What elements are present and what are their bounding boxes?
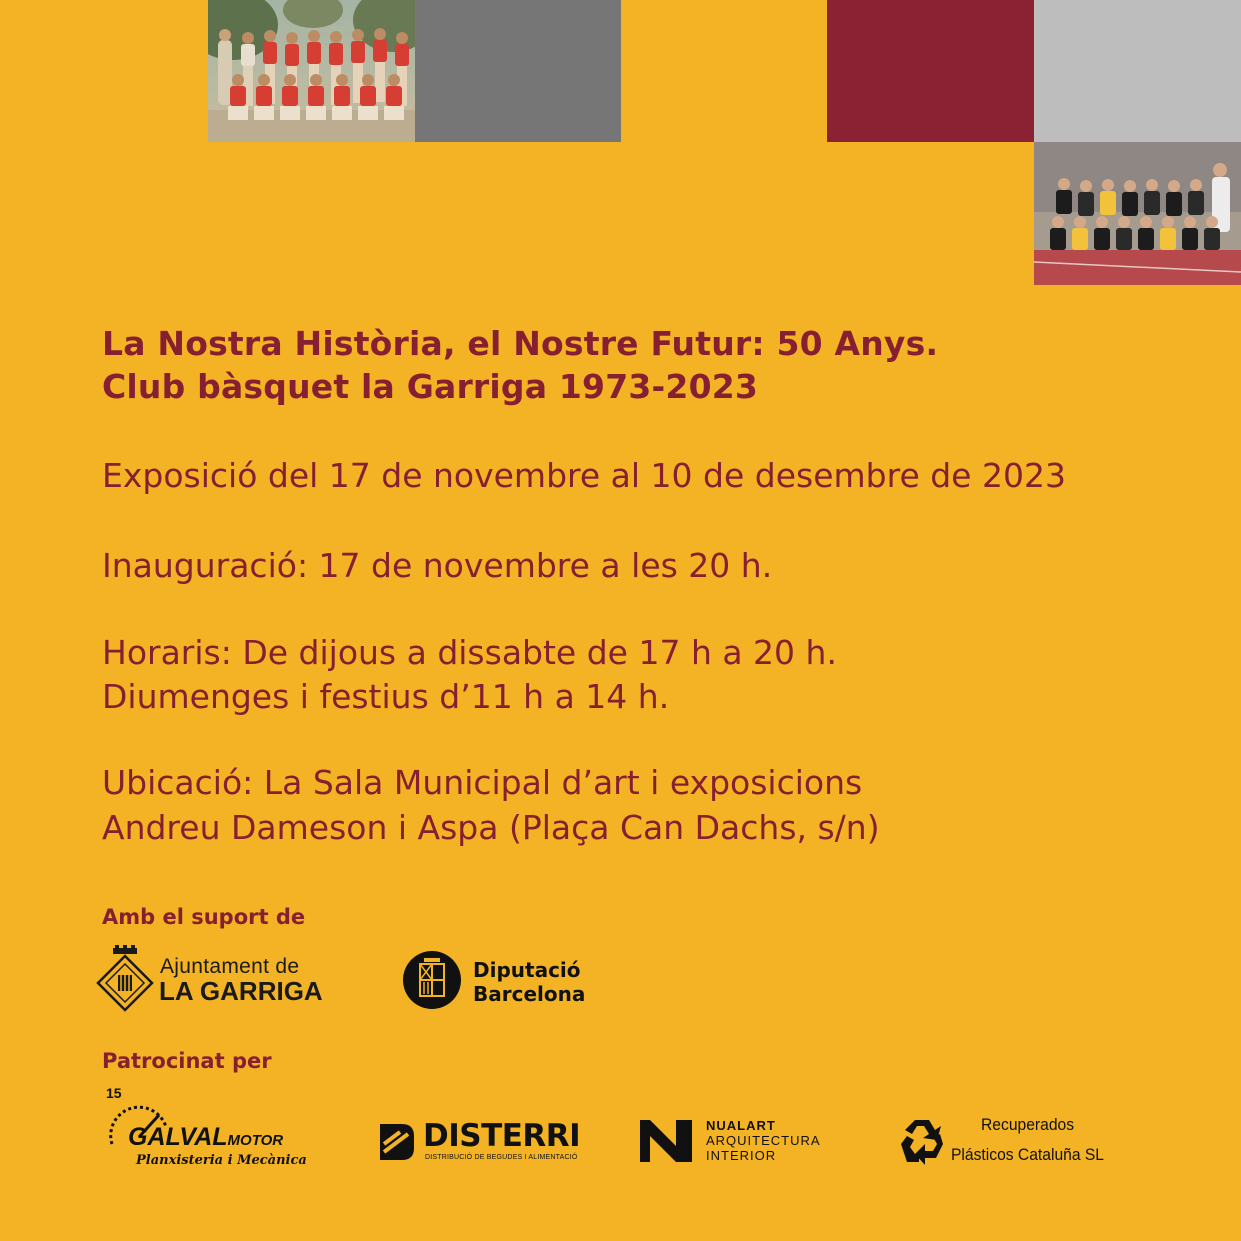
ajuntament-logo: [96, 945, 336, 1015]
galval-tagline: Planxisteria i Mecànica: [136, 1153, 307, 1168]
diputacio-seal-icon: [402, 950, 462, 1010]
diputacio-line-1: Diputació: [473, 958, 581, 982]
nualart-line-3: INTERIOR: [706, 1148, 777, 1163]
support-heading: Amb el suport de: [102, 905, 306, 929]
recuperados-logo: [895, 1112, 1125, 1170]
nualart-line-2: ARQUITECTURA: [706, 1133, 821, 1148]
diputacio-logo: [402, 950, 602, 1012]
disterri-name: DISTERRI: [423, 1118, 581, 1154]
location-line-1: Ubicació: La Sala Municipal d’art i exposicions: [102, 763, 863, 802]
diputacio-line-2: Barcelona: [473, 982, 586, 1006]
ajuntament-line-2: LA GARRIGA: [159, 976, 323, 1006]
light-gray-block: [1034, 0, 1241, 142]
recuperados-line-1: Recuperados: [981, 1115, 1075, 1134]
disterri-logo: [378, 1118, 581, 1165]
disterri-tagline: DISTRIBUCIÓ DE BEGUDES I ALIMENTACIÓ: [425, 1154, 578, 1161]
galval-badge: 15: [106, 1085, 122, 1101]
title-line-1: La Nostra Història, el Nostre Futur: 50 Anys.: [102, 324, 939, 363]
page-title: [102, 322, 938, 408]
hours-line-2: Diumenges i festius d’11 h a 14 h.: [102, 677, 670, 716]
inauguration-text: Inauguració: 17 de novembre a les 20 h.: [102, 546, 773, 585]
nualart-line-1: NUALART: [706, 1118, 776, 1133]
ajuntament-shield-icon: [96, 945, 154, 1013]
current-team-photo: [1034, 142, 1241, 285]
galval-suffix: MOTOR: [227, 1132, 284, 1149]
nualart-n-icon: [640, 1118, 692, 1164]
sponsors-heading: Patrocinat per: [102, 1049, 272, 1073]
nualart-logo: [640, 1118, 850, 1166]
gray-block: [415, 0, 621, 142]
ajuntament-line-1: Ajuntament de: [160, 955, 300, 978]
title-line-2: Club bàsquet la Garriga 1973-2023: [102, 367, 759, 406]
disterri-mark-icon: [378, 1122, 416, 1162]
location-line-2: Andreu Dameson i Aspa (Plaça Can Dachs, s/n): [102, 808, 880, 847]
vintage-team-photo: [208, 0, 415, 142]
exposition-dates: Exposició del 17 de novembre al 10 de desembre de 2023: [102, 456, 1066, 495]
hours-line-1: Horaris: De dijous a dissabte de 17 h a 20 h.: [102, 633, 837, 672]
galval-logo: [100, 1085, 310, 1175]
recycle-icon: [895, 1114, 949, 1168]
recuperados-line-2: Plásticos Cataluña SL: [951, 1145, 1105, 1164]
galval-name: GALVAL: [128, 1123, 228, 1151]
burgundy-block: [827, 0, 1034, 142]
